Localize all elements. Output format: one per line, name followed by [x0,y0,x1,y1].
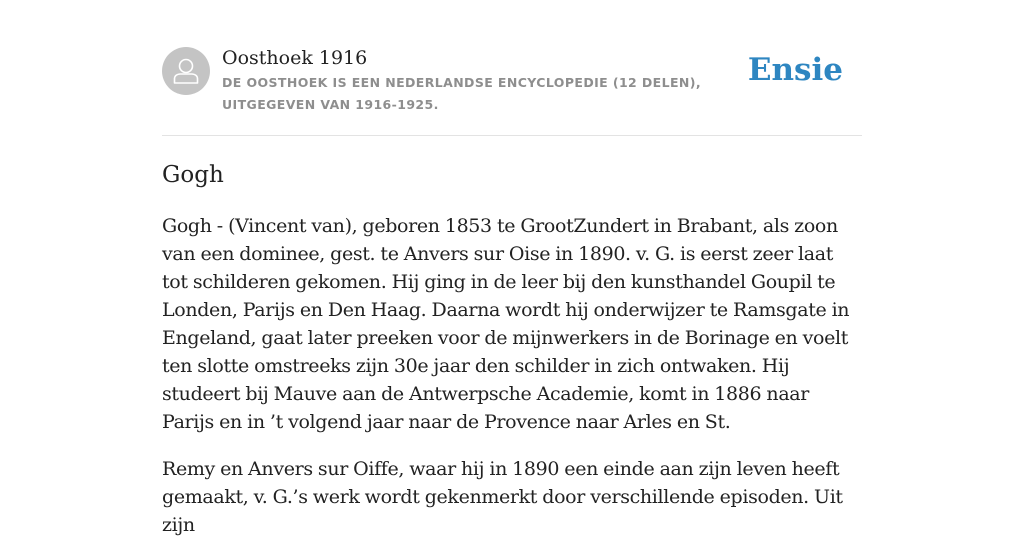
avatar[interactable] [162,47,210,95]
ensie-logo[interactable]: Ensie [747,52,843,88]
entry-page [162,0,862,536]
source-header [162,46,862,134]
entry-paragraph: Remy en Anvers sur Oiffe, waar hij in 1890 een einde aan zijn leven heeft gemaakt, v. G.’s werk wordt gekenmerkt door verschillende episoden. Uit zijn [162,458,843,536]
entry-content [162,212,862,558]
source-title[interactable]: Oosthoek 1916 [222,47,368,69]
header-divider [162,135,862,136]
source-description: DE OOSTHOEK IS EEN NEDERLANDSE ENCYCLOPEDIE (12 DELEN), UITGEGEVEN VAN 1916-1925. [222,75,702,112]
user-icon [162,47,210,95]
entry-paragraph: Gogh - (Vincent van), geboren 1853 te GrootZundert in Brabant, als zoon van een dominee, gest. te Anvers sur Oise in 1890. v. G. is eerst zeer laat tot schilderen gekomen. Hij ging in de leer bij den kunsthandel Goupil te Londen, Parijs en Den Haag. Daarna wordt hij onderwijzer te Ramsgate in Engeland, gaat later preeken voor de mijnwerkers in de Borinage en voelt ten slotte omstreeks zijn 30e jaar den schilder in zich ontwaken. Hij studeert bij Mauve aan de Antwerpsche Academie, komt in 1886 naar Parijs en in ’t volgend jaar naar de Provence naar Arles en St. [162,215,850,433]
entry-title: Gogh [162,162,224,188]
